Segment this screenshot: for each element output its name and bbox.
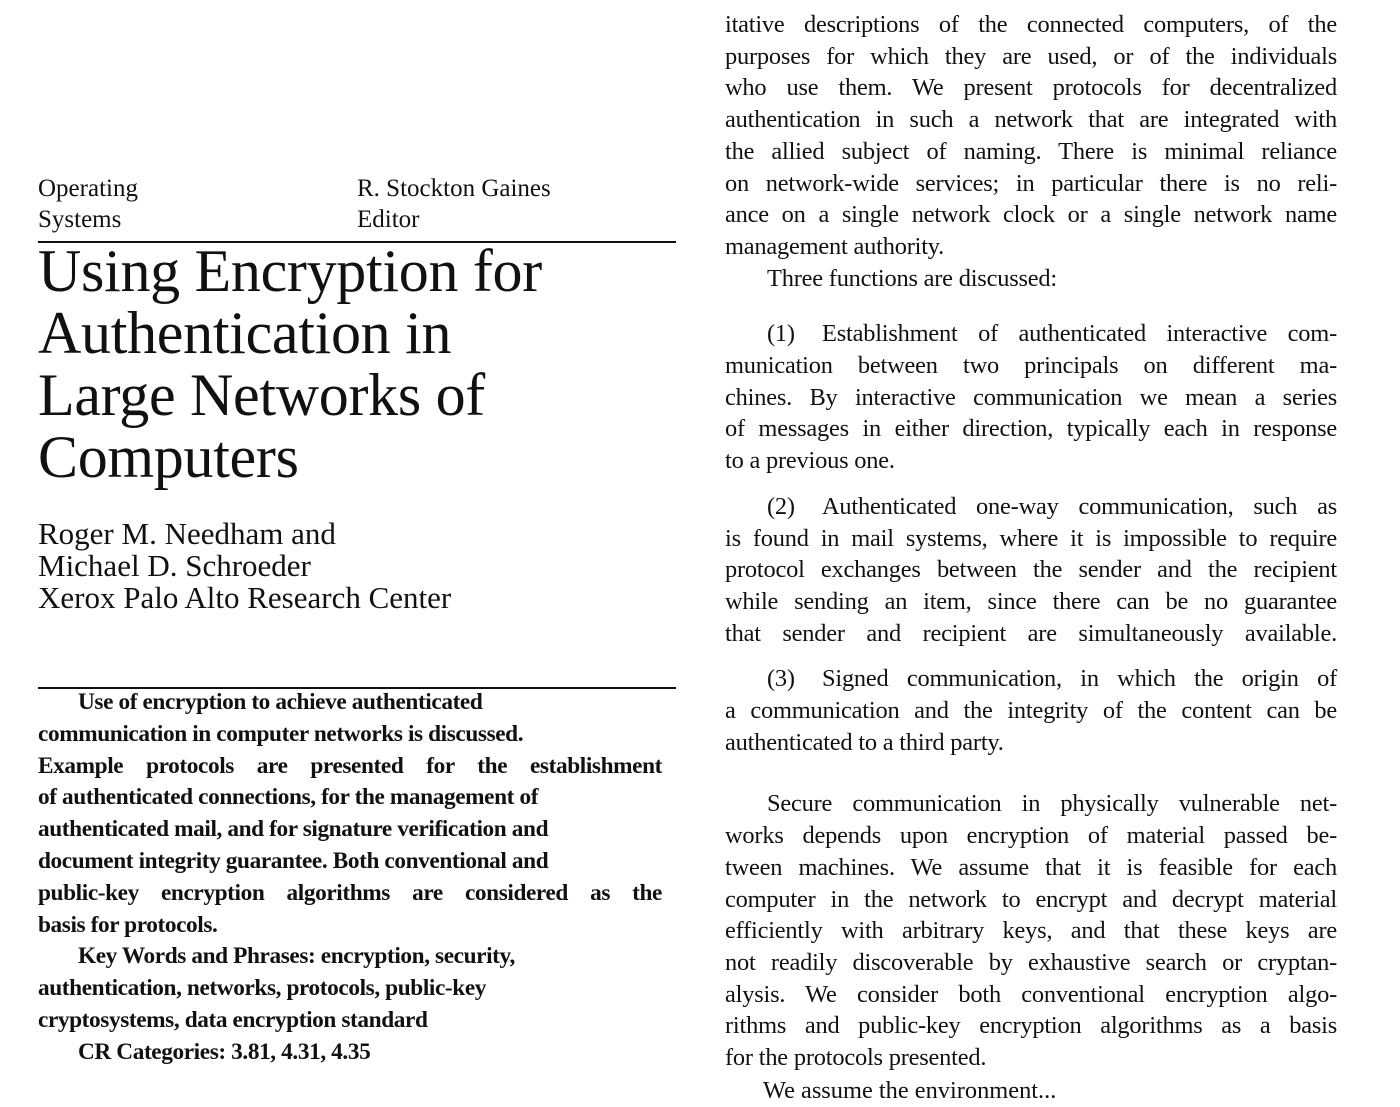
body-line: management authority. [725, 232, 945, 260]
body-line: tween machines. We assume that it is feasible for each [725, 853, 1337, 881]
function-text: Establishment of authenticated interactive com- [822, 320, 1337, 348]
title-line: Authentication in [38, 300, 452, 366]
function-item-3 [725, 663, 1337, 758]
body-line: not readily discoverable by exhaustive search or cryptan- [725, 948, 1337, 976]
abstract-line: Example protocols are presented for the establishment [38, 752, 662, 779]
cr-categories: CR Categories: 3.81, 4.31, 4.35 [78, 1038, 371, 1065]
body-line: chines. By interactive communication we mean a series [725, 383, 1337, 411]
title-line: Using Encryption for [38, 238, 542, 304]
author-block [38, 518, 451, 614]
cut-off-line: We assume the environment... [763, 1077, 1057, 1104]
function-item-2 [725, 491, 1337, 650]
body-line: of messages in either direction, typically each in response [725, 415, 1337, 443]
section-label-line: Systems [38, 206, 122, 233]
body-line: that sender and recipient are simultaneously available. [725, 619, 1337, 647]
function-text: Authenticated one-way communication, such as [822, 492, 1337, 520]
body-line: rithms and public-key encryption algorithms as a basis [725, 1012, 1337, 1040]
body-line: for the protocols presented. [725, 1044, 987, 1072]
abstract-line: authenticated mail, and for signature verification and [38, 816, 549, 843]
body-line: ance on a single network clock or a single network name [725, 201, 1337, 229]
body-line: authenticated to a third party. [725, 728, 1004, 756]
section-label [38, 173, 138, 235]
abstract-line: basis for protocols. [38, 911, 218, 938]
affiliation: Xerox Palo Alto Research Center [38, 580, 452, 615]
section-label-line: Operating [38, 175, 138, 202]
body-line: to a previous one. [725, 447, 895, 475]
body-line: the allied subject of naming. There is minimal reliance [725, 137, 1337, 165]
body-line: computer in the network to encrypt and decrypt material [725, 885, 1337, 913]
editor-label [357, 173, 551, 235]
abstract [38, 687, 662, 1069]
function-number: (2) [767, 492, 795, 520]
title-line: Computers [38, 424, 299, 490]
body-line: alysis. We consider both conventional encryption algo- [725, 980, 1337, 1008]
editor-role: Editor [357, 206, 420, 233]
function-first-line [725, 491, 1337, 523]
keywords-line: authentication, networks, protocols, public-key [38, 975, 487, 1002]
body-line: purposes for which they are used, or of the individuals [725, 42, 1337, 70]
body-line: while sending an item, since there can be no guarantee [725, 587, 1337, 615]
body-column [725, 9, 1337, 1074]
paper-title [38, 240, 678, 488]
author-line: Roger M. Needham and [38, 516, 336, 551]
body-line: Secure communication in physically vulnerable net- [767, 790, 1337, 818]
keywords-line: Key Words and Phrases: encryption, security, [78, 943, 515, 970]
function-first-line [725, 663, 1337, 695]
body-line: itative descriptions of the connected computers, of the [725, 11, 1337, 38]
abstract-line: communication in computer networks is discussed. [38, 720, 524, 747]
body-line: a communication and the integrity of the content can be [725, 697, 1337, 725]
body-line: munication between two principals on different ma- [725, 352, 1337, 380]
author-line: Michael D. Schroeder [38, 548, 311, 583]
abstract-line: document integrity guarantee. Both conventional and [38, 847, 549, 874]
function-number: (3) [767, 665, 795, 693]
keywords-line: cryptosystems, data encryption standard [38, 1006, 428, 1033]
secure-communication-paragraph [725, 788, 1337, 1073]
body-line: on network-wide services; in particular there is no reli- [725, 169, 1337, 197]
abstract-line: of authenticated connections, for the management of [38, 784, 539, 811]
intro-paragraph [725, 9, 1337, 294]
function-text: Signed communication, in which the origin of [822, 665, 1337, 693]
body-line: efficiently with arbitrary keys, and that these keys are [725, 917, 1337, 945]
function-item-1 [725, 318, 1337, 477]
function-first-line [725, 318, 1337, 350]
body-line: is found in mail systems, where it is impossible to require [725, 524, 1337, 552]
functions-intro: Three functions are discussed: [767, 264, 1057, 292]
body-line: authentication in such a network that are integrated with [725, 106, 1337, 134]
body-line: works depends upon encryption of material passed be- [725, 822, 1337, 850]
title-line: Large Networks of [38, 362, 485, 428]
function-number: (1) [767, 320, 795, 348]
abstract-line: public-key encryption algorithms are considered as the [38, 879, 662, 906]
body-line: protocol exchanges between the sender and the recipient [725, 556, 1337, 584]
body-line: who use them. We present protocols for decentralized [725, 74, 1337, 102]
editor-name: R. Stockton Gaines [357, 175, 551, 202]
abstract-line: Use of encryption to achieve authenticated [78, 689, 483, 715]
